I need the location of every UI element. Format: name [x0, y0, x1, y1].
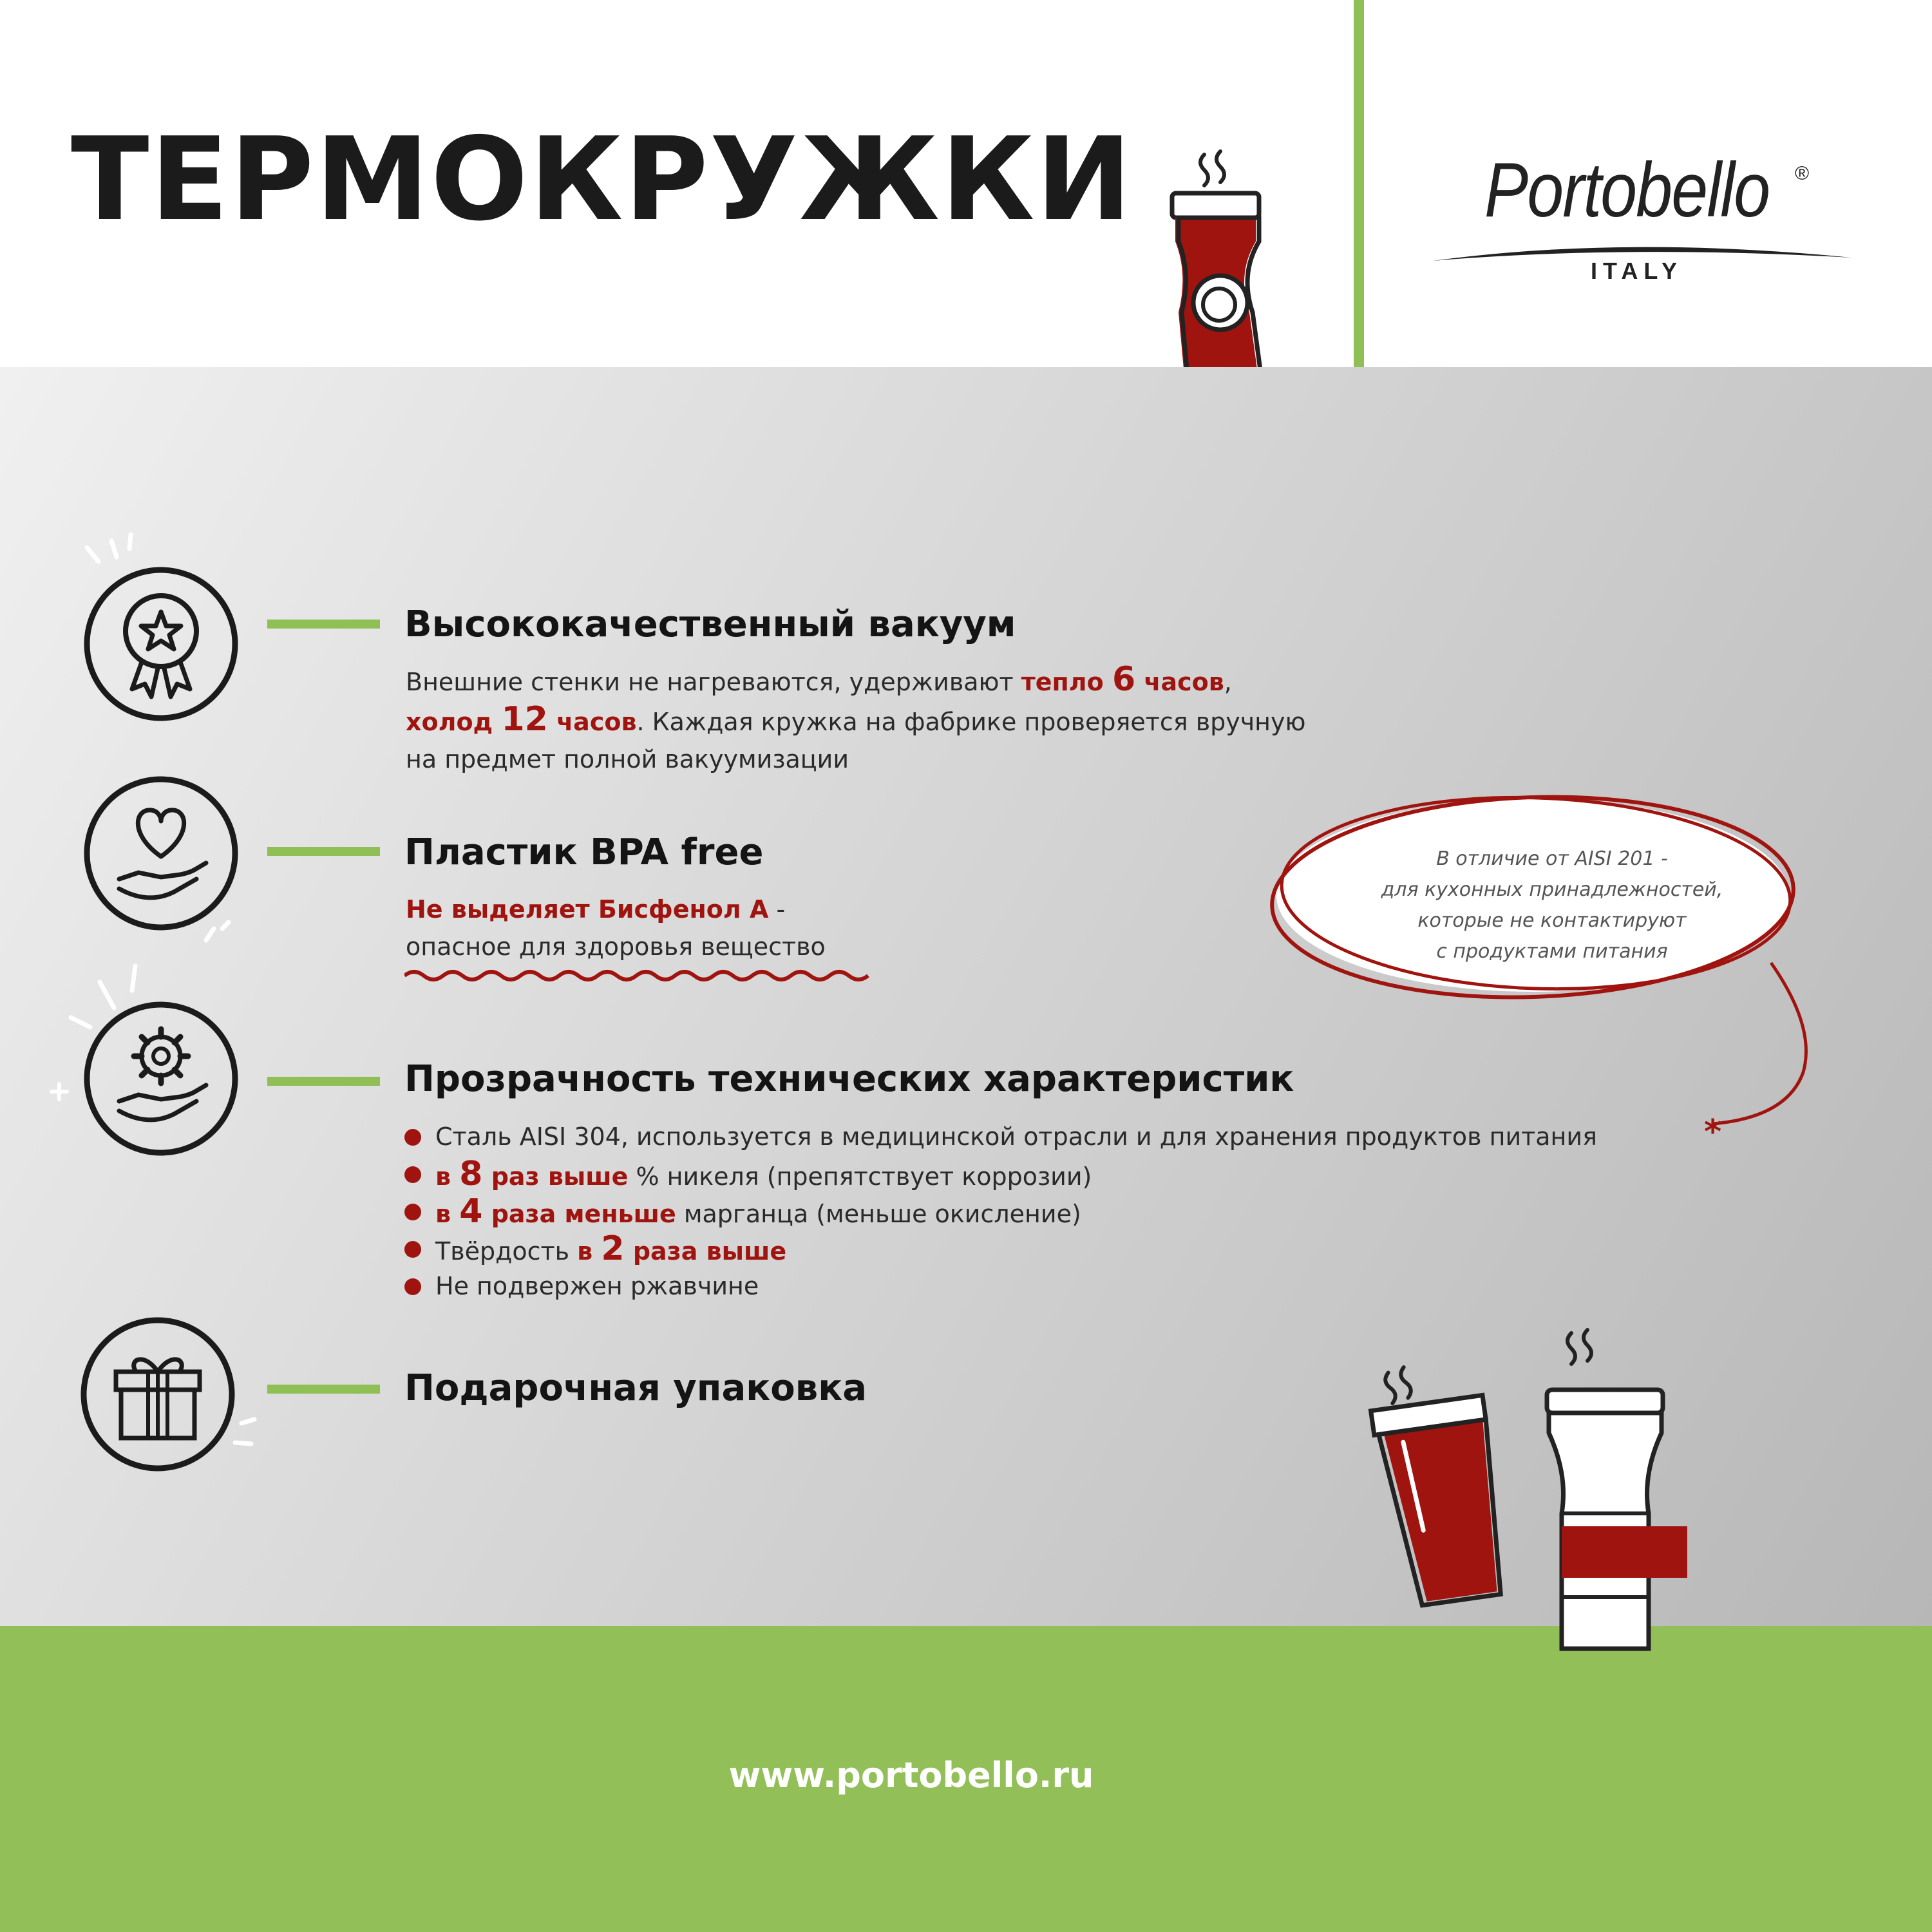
feature-body-bpa: [406, 891, 826, 965]
list-item: [404, 1193, 1597, 1230]
logo-country: ITALY: [1591, 258, 1683, 284]
wavy-underline: [404, 966, 875, 985]
highlight: в: [435, 1200, 460, 1228]
gift-icon: [71, 1314, 264, 1481]
specs-bullet-list: [404, 1118, 1597, 1305]
feature-connector-line: [267, 1077, 380, 1086]
vacuum-line-1: [406, 661, 1306, 701]
bullet-dot: [404, 1166, 421, 1183]
text: ,: [1224, 668, 1232, 696]
feature-title-bpa: Пластик BPA free: [404, 831, 764, 873]
highlight: раз выше: [482, 1162, 629, 1191]
bpa-line-2: опасное для здоровья вещество: [406, 933, 826, 961]
header: [0, 0, 1932, 367]
text: марганца (меньше окисление): [676, 1200, 1081, 1228]
feature-connector-line: [267, 1385, 380, 1394]
highlight: в: [435, 1162, 460, 1191]
feature-title-gift: Подарочная упаковка: [404, 1367, 867, 1409]
brand-logo: [1430, 147, 1868, 287]
list-item: [404, 1230, 1597, 1267]
page-title: ТЕРМОКРУЖКИ: [71, 113, 1133, 246]
thermo-mug-illustration: [1159, 145, 1275, 402]
logo-wordmark: Portobello: [1484, 147, 1770, 233]
thermos-bottle-illustration: [1533, 1320, 1687, 1674]
heart-hand-icon: [77, 760, 245, 953]
highlight: часов: [1135, 668, 1224, 696]
highlight-number: 2: [601, 1229, 625, 1268]
text: % никеля (препятствует коррозии): [628, 1162, 1092, 1191]
feature-body-vacuum: [406, 661, 1306, 778]
header-divider: [1354, 0, 1364, 367]
callout-line: для кухонных принадлежностей,: [1381, 878, 1723, 901]
list-item: [404, 1155, 1597, 1193]
website-link[interactable]: www.portobello.ru: [728, 1755, 1094, 1795]
callout-line: которые не контактируют: [1417, 909, 1687, 932]
highlight: холод: [406, 708, 502, 736]
text: Твёрдость: [435, 1237, 578, 1265]
text: . Каждая кружка на фабрике проверяется вручную: [636, 708, 1306, 736]
callout-line: с продуктами питания: [1436, 940, 1668, 963]
feature-connector-line: [267, 620, 380, 629]
footnote-marker: *: [1704, 1113, 1722, 1151]
vacuum-line-2: [406, 701, 1306, 741]
tumbler-illustration: [1365, 1340, 1533, 1610]
highlight: раза меньше: [482, 1200, 676, 1228]
callout-text: [1327, 844, 1777, 967]
bullet-dot: [404, 1278, 421, 1295]
text: Не подвержен ржавчине: [435, 1272, 759, 1300]
vacuum-line-3: на предмет полной вакуумизации: [406, 745, 849, 773]
feature-connector-line: [267, 847, 380, 856]
bpa-line-1: [406, 891, 826, 928]
list-item: [404, 1267, 1597, 1305]
bullet-dot: [404, 1204, 421, 1220]
feature-title-specs: Прозрачность технических характеристик: [404, 1058, 1294, 1100]
registered-mark: ®: [1795, 163, 1810, 184]
highlight: раза выше: [624, 1237, 787, 1265]
gear-hand-icon: [45, 953, 251, 1172]
bullet-dot: [404, 1129, 421, 1146]
highlight: Не выделяет Бисфенол А: [406, 895, 769, 923]
text: Сталь AISI 304, используется в медицинской отрасли и для хранения продуктов питания: [435, 1122, 1597, 1151]
highlight-number: 8: [459, 1155, 483, 1193]
highlight: тепло: [1021, 668, 1112, 696]
highlight-number: 6: [1112, 660, 1136, 699]
highlight-number: 12: [501, 700, 548, 739]
bullet-dot: [404, 1241, 421, 1258]
feature-title-vacuum: Высококачественный вакуум: [404, 603, 1016, 645]
highlight-number: 4: [459, 1192, 483, 1231]
highlight: в: [577, 1237, 601, 1265]
highlight: часов: [547, 708, 637, 736]
text: Внешние стенки не нагреваются, удерживают: [406, 668, 1021, 696]
medal-star-icon: [61, 515, 254, 734]
callout-line: В отличие от AISI 201 -: [1436, 848, 1668, 870]
text: -: [768, 895, 786, 923]
